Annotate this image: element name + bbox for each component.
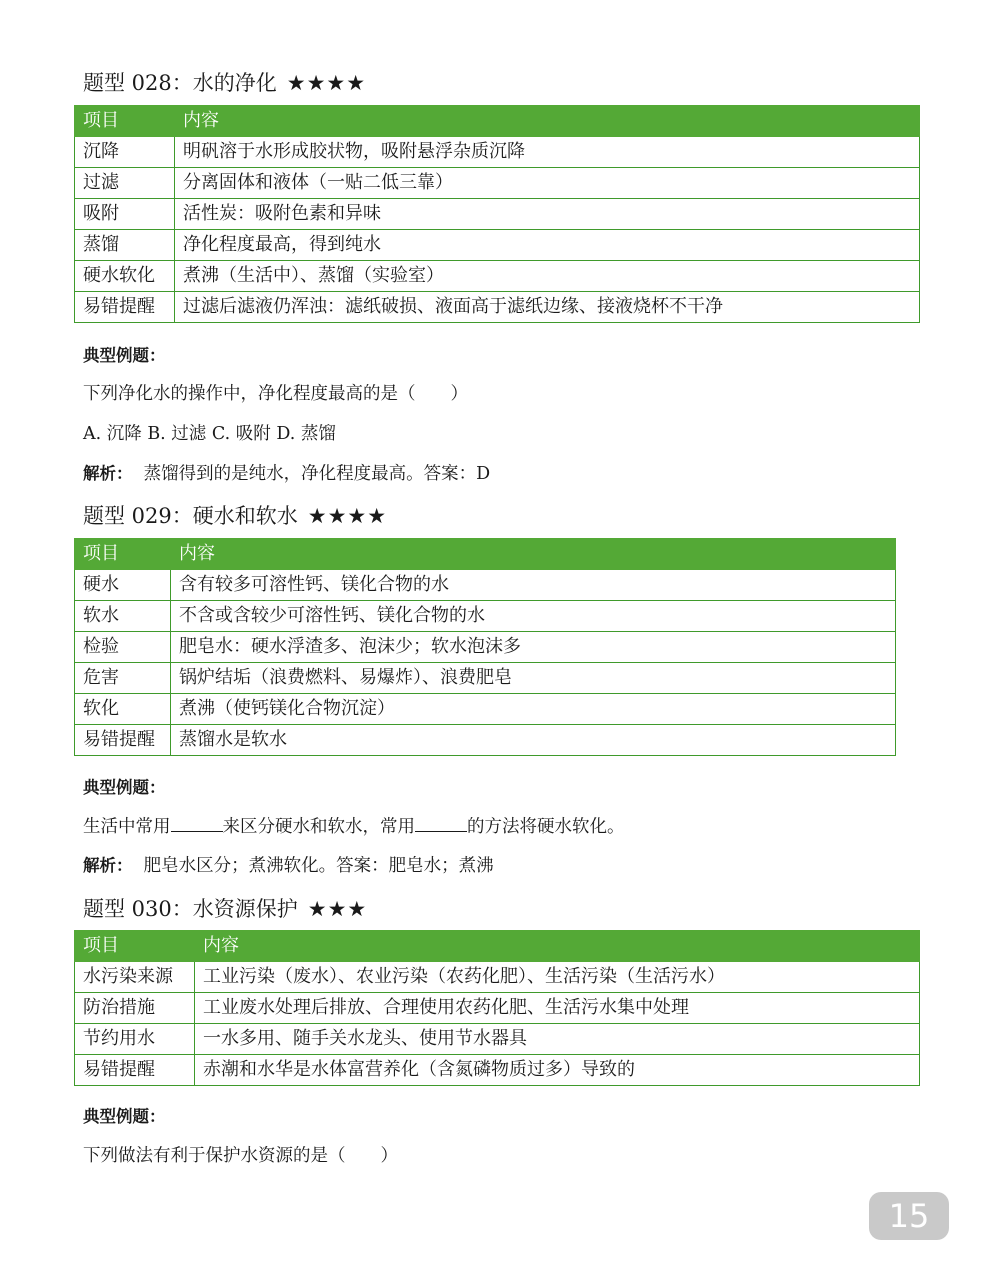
table-row bbox=[75, 1024, 920, 1055]
table-header-row bbox=[75, 539, 896, 570]
example-question: 下列净化水的操作中，净化程度最高的是（ ） bbox=[83, 384, 468, 404]
analysis-text: 蒸馏得到的是纯水，净化程度最高。答案：D bbox=[143, 464, 491, 484]
header-cell: 内容 bbox=[195, 931, 920, 962]
item-cell: 水污染来源 bbox=[75, 962, 195, 993]
analysis-label: 解析： bbox=[83, 856, 133, 875]
content-cell: 肥皂水：硬水浮渣多、泡沫少；软水泡沫多 bbox=[171, 632, 896, 663]
header-cell: 内容 bbox=[171, 539, 896, 570]
content-cell: 分离固体和液体（一贴二低三靠） bbox=[175, 168, 920, 199]
table-row bbox=[75, 137, 920, 168]
example-question bbox=[83, 815, 625, 839]
question-part: 生活中常用 bbox=[83, 817, 171, 837]
item-cell: 易错提醒 bbox=[75, 292, 175, 323]
page-number-badge: 15 bbox=[869, 1192, 949, 1240]
header-cell: 内容 bbox=[175, 106, 920, 137]
analysis-line bbox=[83, 462, 490, 486]
header-cell: 项目 bbox=[75, 539, 171, 570]
item-cell: 危害 bbox=[75, 663, 171, 694]
content-cell: 煮沸（生活中）、蒸馏（实验室） bbox=[175, 261, 920, 292]
header-cell: 项目 bbox=[75, 931, 195, 962]
table-header-row bbox=[75, 106, 920, 137]
section-title-text: 题型 029：硬水和软水 bbox=[83, 504, 298, 528]
analysis-line bbox=[83, 854, 494, 878]
analysis-text: 肥皂水区分；煮沸软化。答案：肥皂水；煮沸 bbox=[143, 856, 494, 876]
item-cell: 过滤 bbox=[75, 168, 175, 199]
item-cell: 吸附 bbox=[75, 199, 175, 230]
section-title-text: 题型 028：水的净化 bbox=[83, 71, 277, 95]
example-label: 典型例题： bbox=[83, 1107, 166, 1126]
table-row bbox=[75, 694, 896, 725]
content-cell: 煮沸（使钙镁化合物沉淀） bbox=[171, 694, 896, 725]
question-part: 的方法将硬水软化。 bbox=[467, 817, 625, 837]
analysis-label: 解析： bbox=[83, 464, 133, 483]
table-row bbox=[75, 993, 920, 1024]
table-row bbox=[75, 168, 920, 199]
table-row bbox=[75, 230, 920, 261]
table-row bbox=[75, 725, 896, 756]
section-title-text: 题型 030：水资源保护 bbox=[83, 897, 298, 921]
content-cell: 一水多用、随手关水龙头、使用节水器具 bbox=[195, 1024, 920, 1055]
section-028-title bbox=[83, 70, 366, 96]
content-cell: 锅炉结垢（浪费燃料、易爆炸）、浪费肥皂 bbox=[171, 663, 896, 694]
rating-stars: ★★★★ bbox=[286, 71, 367, 95]
content-cell: 净化程度最高，得到纯水 bbox=[175, 230, 920, 261]
rating-stars: ★★★★ bbox=[307, 504, 388, 528]
section-030-title bbox=[83, 896, 367, 922]
table-row bbox=[75, 1055, 920, 1086]
example-label: 典型例题： bbox=[83, 346, 166, 365]
section-029-title bbox=[83, 503, 387, 529]
item-cell: 软化 bbox=[75, 694, 171, 725]
example-options: A. 沉降 B. 过滤 C. 吸附 D. 蒸馏 bbox=[83, 424, 336, 444]
table-header-row bbox=[75, 931, 920, 962]
content-cell: 明矾溶于水形成胶状物，吸附悬浮杂质沉降 bbox=[175, 137, 920, 168]
content-cell: 过滤后滤液仍浑浊：滤纸破损、液面高于滤纸边缘、接液烧杯不干净 bbox=[175, 292, 920, 323]
content-cell: 赤潮和水华是水体富营养化（含氮磷物质过多）导致的 bbox=[195, 1055, 920, 1086]
table-row bbox=[75, 601, 896, 632]
header-cell: 项目 bbox=[75, 106, 175, 137]
table-row bbox=[75, 292, 920, 323]
item-cell: 软水 bbox=[75, 601, 171, 632]
question-part: 来区分硬水和软水，常用 bbox=[222, 817, 415, 837]
content-cell: 蒸馏水是软水 bbox=[171, 725, 896, 756]
content-cell: 含有较多可溶性钙、镁化合物的水 bbox=[171, 570, 896, 601]
table-030 bbox=[74, 930, 920, 1086]
table-row bbox=[75, 663, 896, 694]
content-cell: 工业废水处理后排放、合理使用农药化肥、生活污水集中处理 bbox=[195, 993, 920, 1024]
item-cell: 节约用水 bbox=[75, 1024, 195, 1055]
table-row bbox=[75, 962, 920, 993]
item-cell: 检验 bbox=[75, 632, 171, 663]
example-question: 下列做法有利于保护水资源的是（ ） bbox=[83, 1146, 398, 1166]
item-cell: 防治措施 bbox=[75, 993, 195, 1024]
example-label: 典型例题： bbox=[83, 778, 166, 797]
fill-blank bbox=[171, 815, 223, 832]
item-cell: 易错提醒 bbox=[75, 1055, 195, 1086]
table-row bbox=[75, 199, 920, 230]
item-cell: 易错提醒 bbox=[75, 725, 171, 756]
content-cell: 不含或含较少可溶性钙、镁化合物的水 bbox=[171, 601, 896, 632]
table-029 bbox=[74, 538, 896, 756]
content-cell: 活性炭：吸附色素和异味 bbox=[175, 199, 920, 230]
item-cell: 沉降 bbox=[75, 137, 175, 168]
item-cell: 硬水 bbox=[75, 570, 171, 601]
item-cell: 蒸馏 bbox=[75, 230, 175, 261]
item-cell: 硬水软化 bbox=[75, 261, 175, 292]
table-row bbox=[75, 632, 896, 663]
table-row bbox=[75, 261, 920, 292]
rating-stars: ★★★ bbox=[307, 897, 368, 921]
table-row bbox=[75, 570, 896, 601]
fill-blank bbox=[415, 815, 467, 832]
content-cell: 工业污染（废水）、农业污染（农药化肥）、生活污染（生活污水） bbox=[195, 962, 920, 993]
table-028 bbox=[74, 105, 920, 323]
